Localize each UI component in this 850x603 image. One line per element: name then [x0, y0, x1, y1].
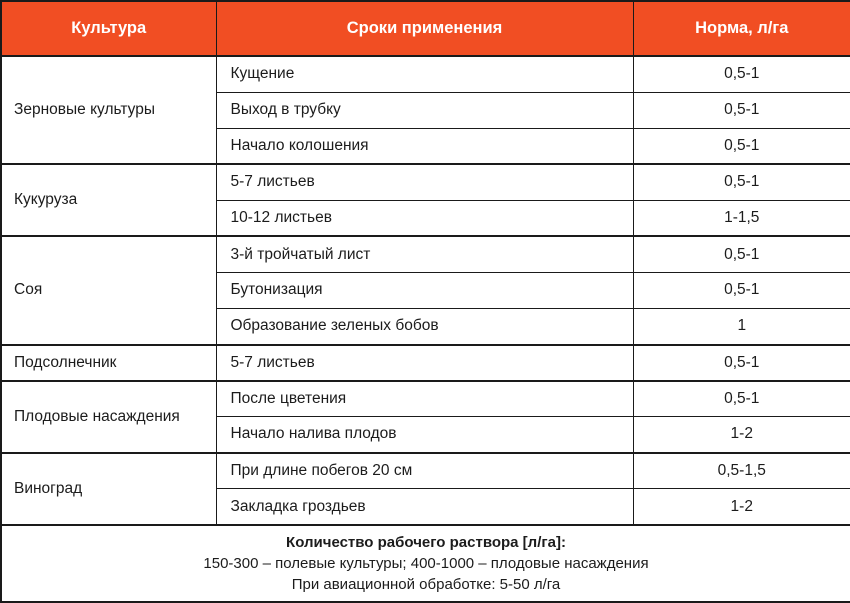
table-header	[1, 1, 850, 56]
table-row	[1, 56, 850, 92]
culture-cell: Плодовые насаждения	[1, 381, 216, 453]
stage-cell: 3-й тройчатый лист	[216, 236, 633, 272]
culture-cell: Зерновые культуры	[1, 56, 216, 164]
rate-cell: 0,5-1	[633, 92, 850, 128]
column-header-culture: Культура	[1, 1, 216, 56]
table-row	[1, 164, 850, 200]
table-row	[1, 453, 850, 489]
stage-cell: Образование зеленых бобов	[216, 308, 633, 344]
table-row	[1, 236, 850, 272]
stage-cell: При длине побегов 20 см	[216, 453, 633, 489]
stage-cell: Выход в трубку	[216, 92, 633, 128]
rate-cell: 0,5-1	[633, 236, 850, 272]
footer-row	[1, 525, 850, 602]
footer-solution-line: 150-300 – полевые культуры; 400-1000 – плодовые насаждения	[203, 555, 649, 572]
culture-cell: Кукуруза	[1, 164, 216, 236]
column-header-timing: Сроки применения	[216, 1, 633, 56]
stage-cell: Кущение	[216, 56, 633, 92]
table-row	[1, 381, 850, 417]
footer-aviation-line: При авиационной обработке: 5-50 л/га	[291, 576, 561, 593]
stage-cell: 5-7 листьев	[216, 164, 633, 200]
rate-cell: 0,5-1	[633, 345, 850, 381]
rate-cell: 1	[633, 308, 850, 344]
table-foot	[1, 525, 850, 602]
footer-title: Количество рабочего раствора [л/га]:	[286, 534, 566, 551]
stage-cell: Закладка гроздьев	[216, 489, 633, 525]
rate-cell: 0,5-1	[633, 381, 850, 417]
stage-cell: Бутонизация	[216, 272, 633, 308]
rate-cell: 1-2	[633, 417, 850, 453]
rate-cell: 0,5-1	[633, 128, 850, 164]
header-row	[1, 1, 850, 56]
column-header-rate: Норма, л/га	[633, 1, 850, 56]
table-footer	[1, 525, 850, 602]
stage-cell: Начало колошения	[216, 128, 633, 164]
rate-cell: 1-2	[633, 489, 850, 525]
stage-cell: 5-7 листьев	[216, 345, 633, 381]
table-row	[1, 345, 850, 381]
rate-cell: 0,5-1	[633, 56, 850, 92]
rate-cell: 0,5-1,5	[633, 453, 850, 489]
stage-cell: После цветения	[216, 381, 633, 417]
rate-cell: 0,5-1	[633, 272, 850, 308]
culture-cell: Виноград	[1, 453, 216, 525]
stage-cell: 10-12 листьев	[216, 200, 633, 236]
culture-cell: Подсолнечник	[1, 345, 216, 381]
rate-cell: 0,5-1	[633, 164, 850, 200]
stage-cell: Начало налива плодов	[216, 417, 633, 453]
rate-cell: 1-1,5	[633, 200, 850, 236]
culture-cell: Соя	[1, 236, 216, 344]
table-body	[1, 56, 850, 525]
